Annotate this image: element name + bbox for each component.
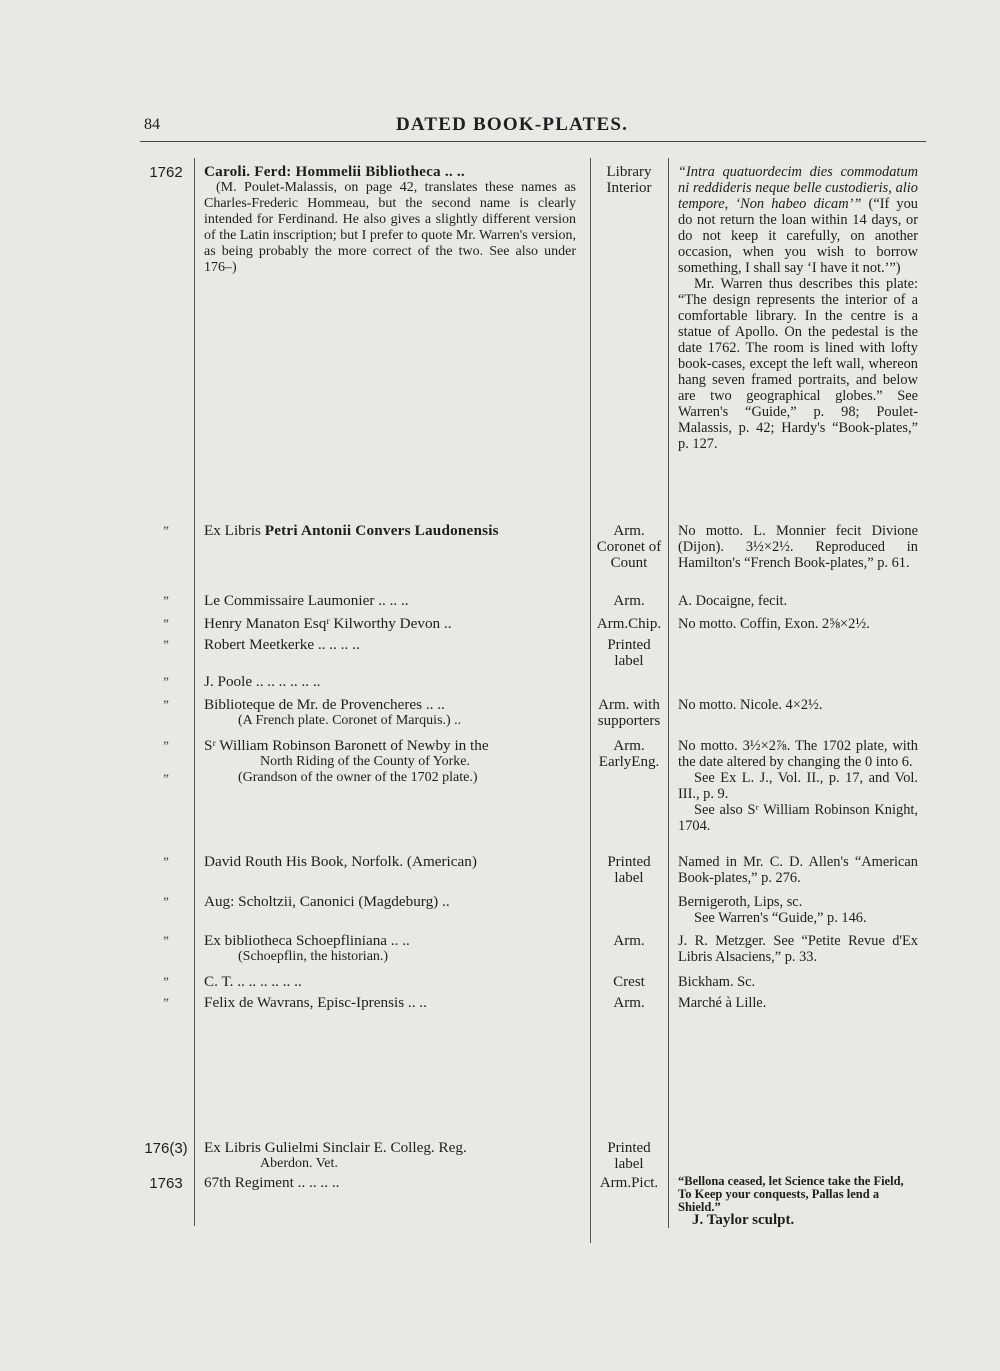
- owner-name: Petri Antonii Convers Laudonensis: [264, 522, 499, 539]
- latin-inscription: “Intra quatuordecim dies commodatum ni reddideris neque belle custodieris, alio tempore, ‘Non habeo dicam’”: [678, 164, 918, 212]
- entry-year: ”: [163, 616, 169, 631]
- warren-description: Mr. Warren thus describes this plate: “The design represents the interior of a comfortable library. In the centre is a statue of Apollo. On the pedestal is the date 1762. The room is lined with lofty book-cases, except the left wall, whereon hang seven framed portraits, and below are two geographical globes.” See Warren's “Guide,” p. 98; Poulet-Malassis, p. 42; Hardy's “Book-plates,” p. 127.: [678, 276, 918, 452]
- entry-year: 176(3): [144, 1140, 188, 1157]
- entry-year: ”: [163, 854, 169, 869]
- entry-style: Arm.: [613, 995, 645, 1011]
- owner-name: Sʳ William Robinson Baronett of Newby in the: [204, 737, 489, 754]
- entry-owner: C. T. .. .. .. .. .. ..: [204, 973, 302, 990]
- entry-year: ”: [163, 974, 169, 989]
- entry-owner: [204, 933, 576, 965]
- entry-remarks: No motto. Nicole. 4×2½.: [678, 697, 823, 713]
- entry-remarks: Marché à Lille.: [678, 995, 767, 1011]
- column-divider-remarks: [668, 158, 669, 1228]
- entry-owner: [204, 1140, 576, 1172]
- entry-year: ”: [163, 523, 169, 538]
- column-divider-style: [590, 158, 591, 1243]
- owner-name: Caroli. Ferd: Hommelii Bibliotheca .. ..: [204, 163, 465, 180]
- column-divider-year: [194, 158, 195, 1226]
- entry-style: Arm.Chip.: [596, 616, 662, 632]
- entry-style: Arm. Coronet of Count: [596, 523, 662, 571]
- running-head: DATED BOOK-PLATES.: [396, 114, 629, 135]
- entry-owner: Henry Manaton Esqʳ Kilworthy Devon ..: [204, 615, 452, 632]
- entry-remarks: [678, 164, 918, 452]
- entry-owner: [204, 164, 576, 276]
- entry-year: ”: [163, 995, 169, 1010]
- entry-year: ”: [163, 674, 169, 689]
- remarks-line-1: No motto. 3½×2⅞. The 1702 plate, with the date altered by changing the 0 into 6.: [678, 738, 918, 770]
- entry-style: Arm. EarlyEng.: [598, 738, 660, 770]
- entry-owner: 67th Regiment .. .. .. ..: [204, 1174, 340, 1191]
- entry-remarks: A. Docaigne, fecit.: [678, 593, 788, 609]
- entry-year: ”: [163, 738, 169, 753]
- owner-subline: (A French plate. Coronet of Marquis.) ..: [238, 713, 462, 728]
- entry-year: ”: [163, 593, 169, 608]
- entry-owner: Aug: Scholtzii, Canonici (Magdeburg) ..: [204, 893, 450, 910]
- entry-remarks: Bickham. Sc.: [678, 974, 756, 990]
- entry-owner: [204, 697, 576, 729]
- owner-name: Ex bibliotheca Schoepfliniana .. ..: [204, 932, 410, 949]
- remarks-line-1: Bernigeroth, Lips, sc.: [678, 894, 803, 910]
- entry-year: ”: [163, 933, 169, 948]
- entry-year: ”: [163, 637, 169, 652]
- entry-remarks: No motto. L. Monnier fecit Divione (Dijon). 3½×2½. Reproduced in Hamilton's “French Book-plates,” p. 61.: [678, 523, 918, 571]
- entry-owner: Felix de Wavrans, Episc-Iprensis .. ..: [204, 994, 427, 1011]
- entry-style: Arm.Pict.: [599, 1175, 659, 1191]
- entry-owner: David Routh His Book, Norfolk. (American): [204, 853, 477, 870]
- entry-remarks: J. R. Metzger. See “Petite Revue d'Ex Libris Alsaciens,” p. 33.: [678, 933, 918, 965]
- entry-year: 1762: [149, 164, 183, 181]
- engraver-signature: J. Taylor sculpt.: [692, 1212, 795, 1228]
- entry-year: ”: [163, 697, 169, 712]
- entry-remarks: [678, 738, 918, 834]
- entry-owner: J. Poole .. .. .. .. .. ..: [204, 673, 321, 690]
- entry-style: Arm. with supporters: [597, 697, 661, 729]
- entry-year-secondary: ”: [163, 771, 169, 786]
- owner-subline: (Schoepflin, the historian.): [238, 949, 389, 964]
- entry-remarks: [678, 1175, 918, 1227]
- entry-owner: Le Commissaire Laumonier .. .. ..: [204, 592, 409, 609]
- entry-style: Crest: [613, 974, 645, 990]
- entry-note: (M. Poulet-Malassis, on page 42, translates these names as Charles-Frederic Hommeau, but the second name is clearly intended for Ferdinand. He also gives a slightly different version of the Latin inscription; but I prefer to quote Mr. Warren's version, as being probably the more correct of the two. See also under 176–): [204, 180, 576, 275]
- entry-remarks: No motto. Coffin, Exon. 2⅝×2½.: [678, 616, 870, 632]
- remarks-line-3: See also Sʳ William Robinson Knight, 1704.: [678, 802, 918, 834]
- remarks-line-2: See Ex L. J., Vol. II., p. 17, and Vol. III., p. 9.: [678, 770, 918, 802]
- entry-year: ”: [163, 894, 169, 909]
- entry-remarks: [678, 894, 918, 926]
- inscription-translation: (“If you do not return the loan within 14 days, or do not keep it carefully, on another occasion, when you wish to borrow something, I shall say ‘I have it not.’”): [678, 196, 918, 276]
- header-rule: [140, 141, 926, 142]
- page-number: 84: [144, 116, 160, 133]
- owner-subline: North Riding of the County of Yorke.: [260, 754, 470, 769]
- entry-year: 1763: [149, 1175, 183, 1192]
- entry-style: Arm.: [613, 593, 645, 609]
- motto-line-1: “Bellona ceased, let Science take the Field,: [678, 1174, 904, 1188]
- owner-subline: Aberdon. Vet.: [260, 1156, 338, 1171]
- entry-style: Printed label: [607, 854, 651, 886]
- entry-style: Library Interior: [606, 164, 652, 196]
- entry-owner: Robert Meetkerke .. .. .. ..: [204, 636, 360, 653]
- entry-owner: [204, 523, 576, 539]
- entry-style: Arm.: [613, 933, 645, 949]
- owner-prefix: Ex Libris: [204, 522, 265, 539]
- owner-subline-2: (Grandson of the owner of the 1702 plate.): [238, 770, 478, 785]
- motto-line-2: To Keep your conquests, Pallas lend a Shield.”: [678, 1187, 880, 1214]
- owner-name: Biblioteque de Mr. de Provencheres .. ..: [204, 696, 445, 713]
- owner-name: Ex Libris Gulielmi Sinclair E. Colleg. Reg.: [204, 1139, 467, 1156]
- entry-style: Printed label: [607, 1140, 651, 1172]
- entry-remarks: Named in Mr. C. D. Allen's “American Book-plates,” p. 276.: [678, 854, 918, 886]
- entry-owner: [204, 738, 576, 786]
- remarks-line-2: See Warren's “Guide,” p. 146.: [694, 910, 867, 926]
- entry-style: Printed label: [607, 637, 651, 669]
